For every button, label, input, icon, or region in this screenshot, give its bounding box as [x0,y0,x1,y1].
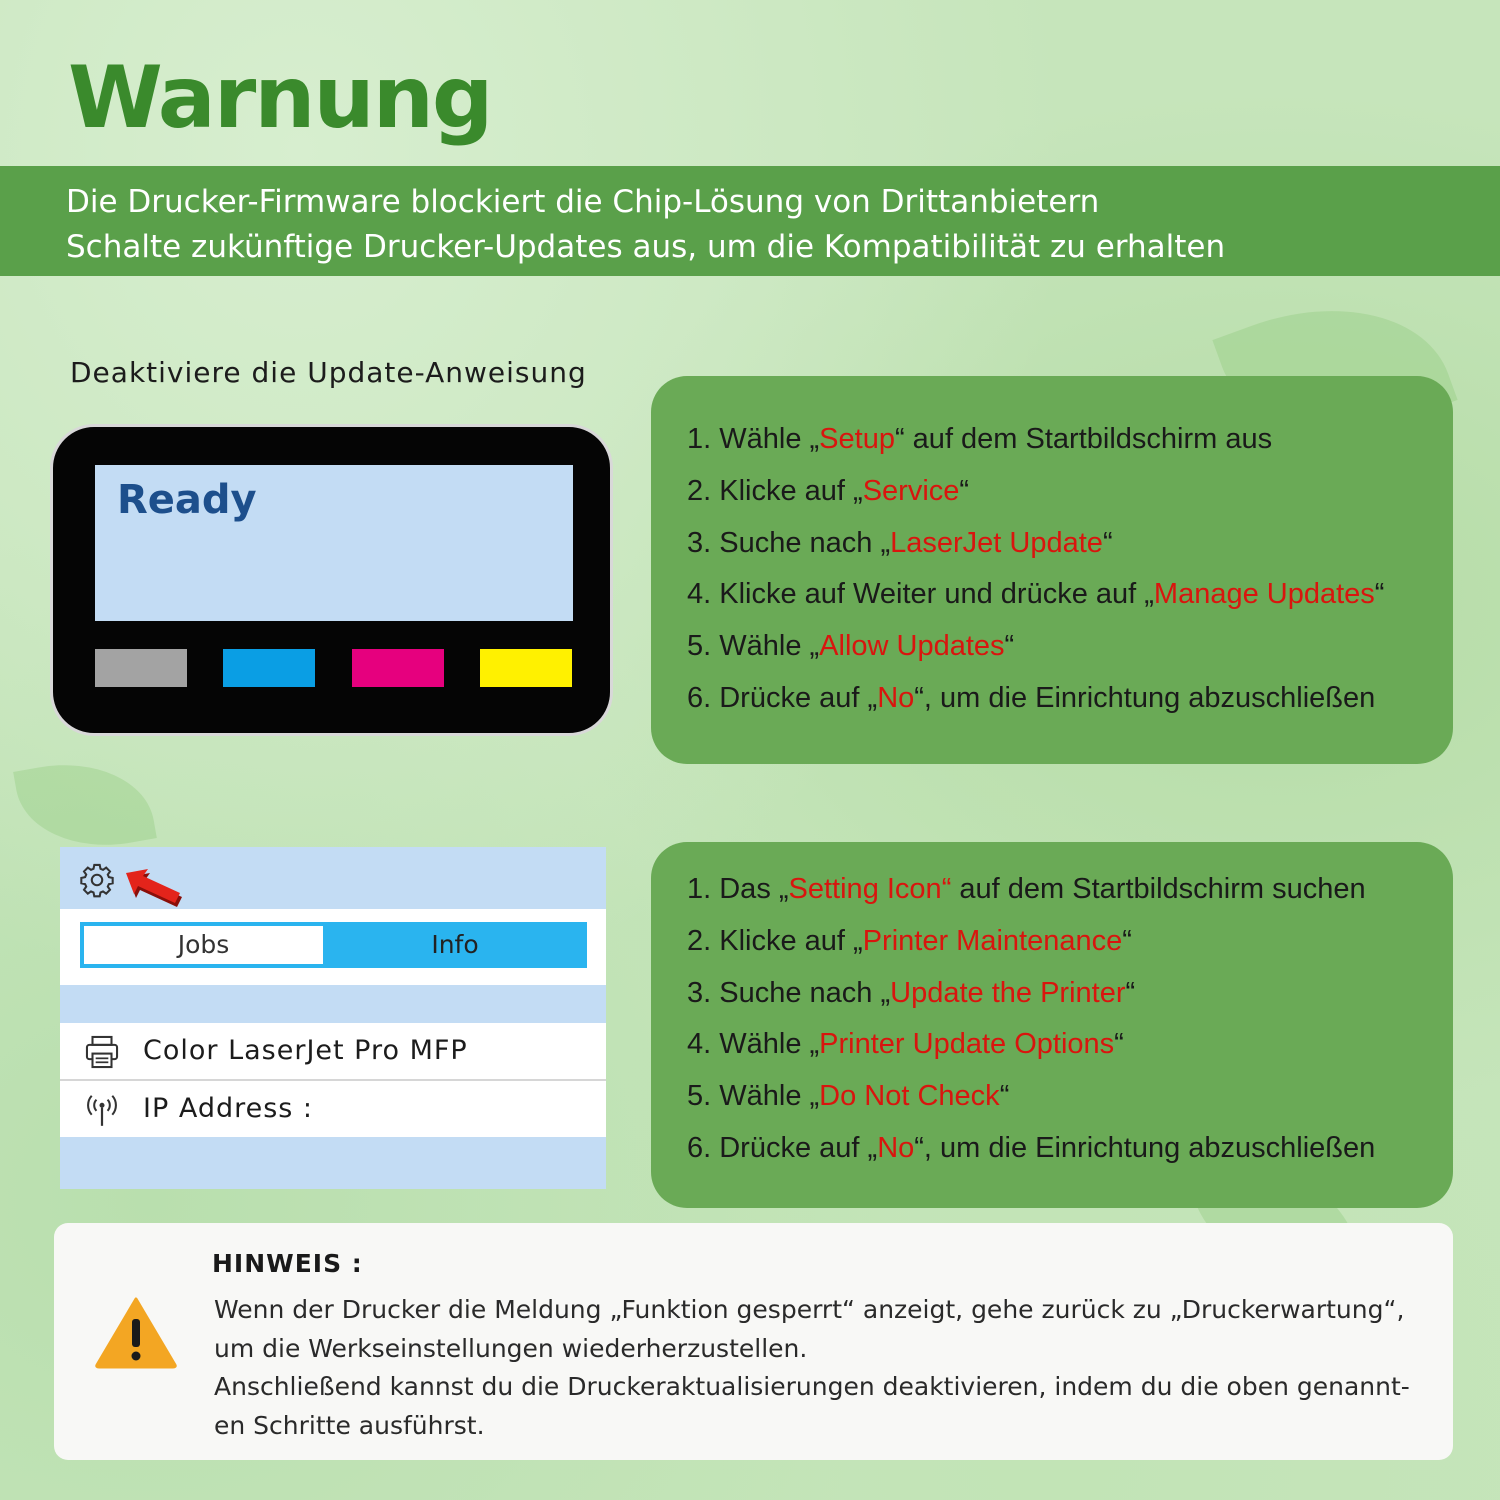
page-title: Warnung [68,48,492,148]
step-text: 5. Wähle „ [687,1080,820,1113]
step-highlight: Printer Maintenance [862,924,1123,957]
yellow-button[interactable] [480,649,572,687]
gear-icon[interactable] [78,861,116,899]
step-item [687,1019,1453,1071]
step-text: “, um die Einrichtung abzuschließen [914,1131,1376,1164]
cyan-button[interactable] [223,649,315,687]
red-arrow-icon [122,867,184,909]
step-highlight: Setup [819,423,895,455]
step-text: “ [999,1080,1010,1113]
step-item [687,621,1453,673]
step-text: “ [1114,1028,1124,1061]
tab-bar [60,909,606,985]
note-body [214,1291,1424,1445]
display-status: Ready [117,477,257,523]
step-text: 4. Klicke auf Weiter und drücke auf „ [687,578,1154,611]
step-highlight: LaserJet Update [890,526,1103,559]
ip-row[interactable] [60,1079,606,1137]
step-text: “ [1374,578,1385,611]
step-highlight: Update the Printer [890,976,1126,1009]
step-highlight: No [877,1131,915,1164]
note-line-3: Anschließend kannst du die Druckeraktualisierungen deaktivieren, indem du die oben genannt- [214,1372,1410,1401]
ip-label: IP Address : [143,1093,314,1124]
step-text: auf dem Startbildschirm suchen [951,873,1366,905]
settings-panel [60,847,606,1189]
step-text: “, um die Einrichtung abzuschließen [914,681,1376,714]
step-item [687,673,1453,725]
magenta-button[interactable] [352,649,444,687]
step-text: 6. Drücke auf „ [687,1131,878,1164]
note-title: HINWEIS : [212,1249,363,1278]
printer-display [50,424,613,736]
step-item [687,916,1453,968]
display-screen [95,465,573,621]
step-text: “ [1004,630,1015,663]
leaf-decoration [13,749,157,860]
note-line-2: um die Werkseinstellungen wiederherzustellen. [214,1333,808,1363]
step-text: “ auf dem Startbildschirm aus [894,423,1273,455]
step-text: 3. Suche nach „ [687,526,891,559]
step-highlight: Manage Updates [1153,578,1375,611]
step-highlight: No [877,681,915,714]
tab-info[interactable]: Info [323,922,587,968]
gray-button[interactable] [95,649,187,687]
step-text: 2. Klicke auf „ [687,474,863,507]
step-text: “ [1125,976,1136,1009]
banner-line-2: Schalte zukünftige Drucker-Updates aus, um die Kompatibilität zu erhalten [66,229,1226,265]
step-item [687,864,1453,916]
step-highlight: Service [862,474,960,507]
step-text: 3. Suche nach „ [687,976,891,1009]
step-item [687,1071,1453,1123]
step-item [687,968,1453,1020]
step-highlight: Printer Update Options [819,1028,1115,1061]
instructions-box-1 [651,376,1453,764]
wireless-icon [82,1091,122,1129]
step-text: 1. Das „ [687,873,789,905]
step-text: 5. Wähle „ [687,630,820,663]
step-highlight: Setting Icon“ [788,873,952,905]
steps-list-1 [687,414,1453,725]
warning-banner [0,166,1500,276]
step-text: “ [1122,924,1132,957]
step-text: 4. Wähle „ [687,1028,820,1061]
note-line-4: en Schritte ausführst. [214,1410,485,1440]
note-line-1: Wenn der Drucker die Meldung „Funktion gesperrt“ anzeigt, gehe zurück zu „Druckerwartung“, [214,1295,1405,1324]
step-text: 1. Wähle „ [687,423,820,455]
step-text: “ [959,474,970,507]
instructions-box-2 [651,842,1453,1208]
step-item [687,1123,1453,1175]
section-title: Deaktiviere die Update-Anweisung [70,356,587,389]
step-item [687,414,1453,466]
step-item [687,466,1453,518]
step-highlight: Do Not Check [819,1080,1000,1113]
step-text: 6. Drücke auf „ [687,681,878,714]
banner-line-1: Die Drucker-Firmware blockiert die Chip-Lösung von Drittanbietern [66,184,1100,220]
printer-row[interactable] [60,1023,606,1079]
printer-name: Color LaserJet Pro MFP [143,1035,468,1066]
printer-icon [82,1033,122,1071]
step-highlight: Allow Updates [819,630,1005,663]
step-item [687,518,1453,570]
warning-icon [94,1295,178,1369]
steps-list-2 [687,864,1453,1175]
step-text: 2. Klicke auf „ [687,924,863,957]
note-box [54,1223,1453,1460]
step-text: “ [1102,526,1113,559]
tab-jobs[interactable]: Jobs [80,922,323,968]
step-item [687,569,1453,621]
